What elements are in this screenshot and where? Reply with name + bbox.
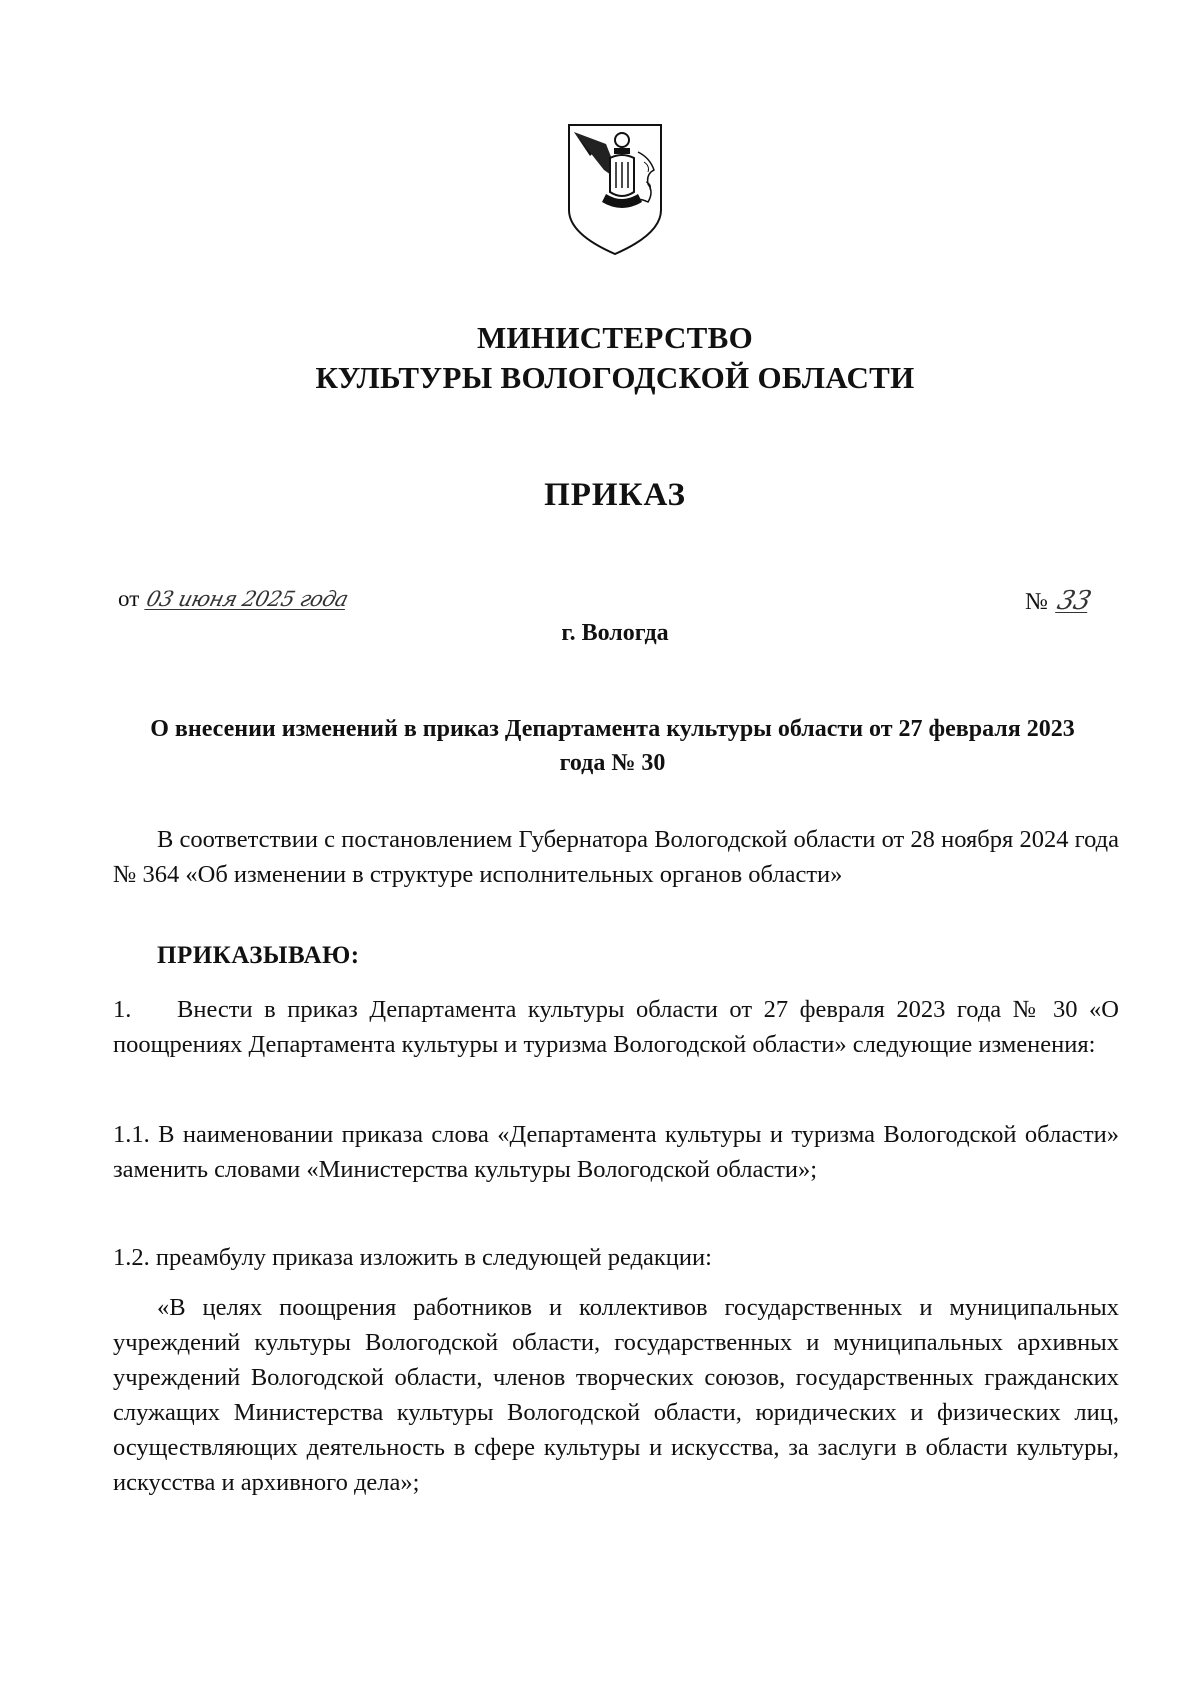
- order-title: О внесении изменений в приказ Департамента культуры области от 27 февраля 2023 года № 30: [150, 716, 1075, 776]
- item-1-number: 1.: [113, 996, 132, 1023]
- document-type: ПРИКАЗ: [544, 477, 686, 513]
- item-1-1: 1.1. В наименовании приказа слова «Департамента культуры и туризма Вологодской области» заменить словами «Министерства культуры Вологодской области»;: [113, 1121, 1119, 1183]
- item-1-2: 1.2. преамбулу приказа изложить в следующей редакции:: [113, 1244, 712, 1271]
- ministry-line-2: КУЛЬТУРЫ ВОЛОГОДСКОЙ ОБЛАСТИ: [315, 360, 915, 395]
- handwritten-date: 03 июня 2025 года: [144, 587, 351, 611]
- date-line: [118, 586, 351, 612]
- date-prefix: от: [118, 586, 140, 611]
- item-1: [113, 992, 1119, 1062]
- preamble-paragraph: В соответствии с постановлением Губернатора Вологодской области от 28 ноября 2024 года № 364 «Об изменении в структуре исполнительных органов области»: [113, 826, 1119, 888]
- ministry-line-1: МИНИСТЕРСТВО: [476, 320, 754, 355]
- quoted-preamble: «В целях поощрения работников и коллективов государственных и муниципальных учреждений культуры Вологодской области, государственных и муниципальных архивных учреждений Вологодской области, членов творческих союзов, государственных гражданских служащих Министерства культуры Вологодской области, юридических и физических лиц, осуществляющих деятельность в сфере культуры и искусства, за заслуги в области культуры, искусства и архивного дела»;: [113, 1294, 1119, 1496]
- number-prefix: №: [1025, 589, 1048, 615]
- handwritten-number: 33: [1054, 586, 1094, 616]
- number-line: [1025, 586, 1094, 616]
- order-word: ПРИКАЗЫВАЮ:: [157, 942, 360, 969]
- item-1-text: Внести в приказ Департамента культуры области от 27 февраля 2023 года № 30 «О поощрениях Департамента культуры и туризма Вологодской области» следующие изменения:: [113, 996, 1119, 1058]
- ministry-name: [0, 318, 1200, 398]
- coat-of-arms-emblem: [566, 122, 664, 257]
- city: г. Вологда: [561, 620, 669, 646]
